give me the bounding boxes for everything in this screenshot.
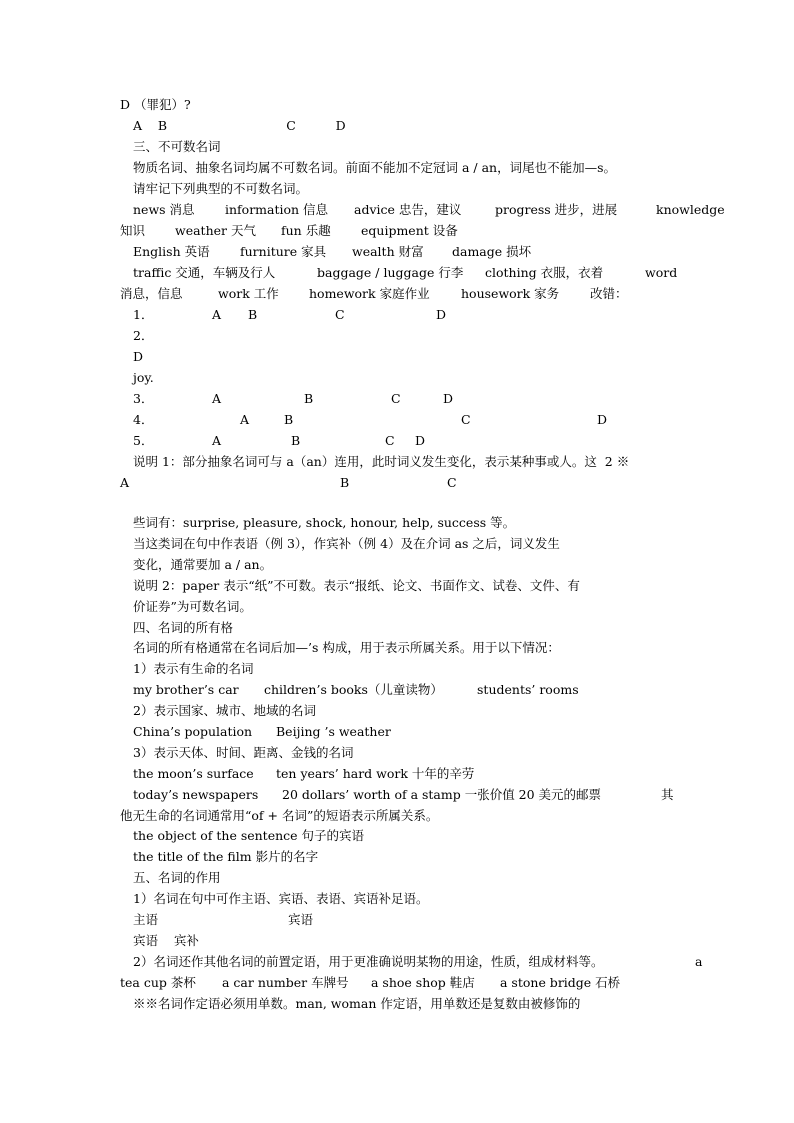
vocab-item: fun 乐趣 (281, 223, 331, 238)
option-letter: B (304, 391, 314, 406)
example-item: Beijing ’s weather (276, 724, 391, 739)
vocab-item: knowledge (656, 202, 725, 217)
role-label: 主语 (133, 912, 159, 927)
example-item: 20 dollars’ worth of a stamp 一张价值 20 美元的邮票 (282, 787, 602, 802)
note-text: 说明 1：部分抽象名词可与 a（an）连用，此时词义发生变化，表示某种事或人。这 2 ※ (133, 454, 630, 469)
role-label: 宾语 宾补 (133, 933, 199, 948)
vocab-item: word (645, 265, 678, 280)
option-letter: D (597, 412, 608, 427)
vocab-item: traffic 交通，车辆及行人 (133, 265, 276, 280)
text-line: 请牢记下列典型的不可数名词。 (133, 181, 309, 196)
vocab-item: work 工作 (218, 286, 279, 301)
option-letter: B (291, 433, 301, 448)
example-item: the title of the film 影片的名字 (133, 849, 319, 864)
vocab-item: information 信息 (225, 202, 329, 217)
section-heading: 五、名词的作用 (133, 870, 221, 885)
vocab-item: English 英语 (133, 244, 210, 259)
option-letters: A B C D (133, 118, 346, 133)
option-letter: C (461, 412, 471, 427)
option-letter: A (240, 412, 250, 427)
option-letter: B (248, 307, 258, 322)
question-number: 2． (133, 328, 154, 343)
example-item: tea cup 茶杯 (120, 975, 196, 990)
example-item: my brother’s car (133, 682, 239, 697)
vocab-item: housework 家务 (461, 286, 560, 301)
text-fragment: a (695, 954, 703, 969)
option-letter: C (385, 433, 395, 448)
vocab-item: baggage / luggage 行李 (317, 265, 464, 280)
option-letter: A (212, 391, 222, 406)
text-line: 些词有：surprise, pleasure, shock, honour, help, success 等。 (133, 515, 516, 530)
note-text: 说明 2：paper 表示“纸”不可数。表示“报纸、论文、书面作文、试卷、文件、有 (133, 578, 580, 593)
text-line: 名词的所有格通常在名词后加—’s 构成，用于表示所属关系。用于以下情况： (133, 640, 560, 655)
text-line: 变化，通常要加 a / an。 (133, 557, 273, 572)
option-letter: C (391, 391, 401, 406)
section-heading: 三、不可数名词 (133, 139, 221, 154)
example-item: a car number 车牌号 (222, 975, 349, 990)
example-item: the moon’s surface (133, 766, 254, 781)
text-fragment: 其 (661, 787, 674, 802)
role-label: 宾语 (288, 912, 314, 927)
vocab-item: furniture 家具 (240, 244, 327, 259)
option-letter: A (212, 433, 222, 448)
example-item: students’ rooms (477, 682, 579, 697)
text-line: 他无生命的名词通常用“of + 名词”的短语表示所属关系。 (120, 808, 439, 823)
example-item: China’s population (133, 724, 253, 739)
option-letter: D (133, 349, 144, 364)
option-letter: C (447, 475, 457, 490)
vocab-item: 消息，信息 (120, 286, 183, 301)
question-number: 3． (133, 391, 154, 406)
text-line: 价证券”为可数名词。 (133, 599, 252, 614)
vocab-item: 知识 (120, 223, 146, 238)
option-letter: B (284, 412, 294, 427)
question-number: 4． (133, 412, 154, 427)
example-item: the object of the sentence 句子的宾语 (133, 828, 365, 843)
text-line: 物质名词、抽象名词均属不可数名词。前面不能加不定冠词 a / an，词尾也不能加—s。 (133, 160, 617, 175)
example-item: ten years’ hard work 十年的辛劳 (276, 766, 475, 781)
section-heading: 四、名词的所有格 (133, 620, 234, 635)
sub-heading: 1）表示有生命的名词 (133, 661, 254, 676)
option-letter: A (120, 475, 130, 490)
option-letter: D (436, 307, 447, 322)
text-line: 当这类词在句中作表语（例 3），作宾补（例 4）及在介词 as 之后，词义发生 (133, 536, 560, 551)
vocab-item: progress 进步，进展 (495, 202, 618, 217)
option-letter: A (212, 307, 222, 322)
vocab-item: damage 损坏 (452, 244, 532, 259)
question-number: 1． (133, 307, 154, 322)
example-item: today’s newspapers (133, 787, 259, 802)
option-letter: B (340, 475, 350, 490)
text-line: D （罪犯）? (120, 97, 191, 112)
option-letter: D (415, 433, 426, 448)
vocab-item: wealth 财富 (352, 244, 424, 259)
sub-heading: 3）表示天体、时间、距离、金钱的名词 (133, 745, 354, 760)
vocab-item: weather 天气 (175, 223, 256, 238)
vocab-item: news 消息 (133, 202, 195, 217)
vocab-item: homework 家庭作业 (309, 286, 430, 301)
text-line: joy. (133, 370, 154, 385)
option-letter: C (335, 307, 345, 322)
vocab-item: clothing 衣服，衣着 (485, 265, 604, 280)
vocab-item: advice 忠告，建议 (354, 202, 462, 217)
sub-heading: 2）表示国家、城市、地域的名词 (133, 703, 316, 718)
option-letter: D (443, 391, 454, 406)
correction-label: 改错： (590, 286, 628, 301)
question-number: 5． (133, 433, 154, 448)
example-item: a stone bridge 石桥 (500, 975, 621, 990)
sub-heading: 2）名词还作其他名词的前置定语，用于更准确说明某物的用途，性质，组成材料等。 (133, 954, 604, 969)
vocab-item: equipment 设备 (361, 223, 458, 238)
example-item: children’s books（儿童读物） (264, 682, 443, 697)
sub-heading: 1）名词在句中可作主语、宾语、表语、宾语补足语。 (133, 891, 429, 906)
note-text: ※※名词作定语必须用单数。man, woman 作定语，用单数还是复数由被修饰的 (133, 996, 581, 1011)
example-item: a shoe shop 鞋店 (371, 975, 475, 990)
